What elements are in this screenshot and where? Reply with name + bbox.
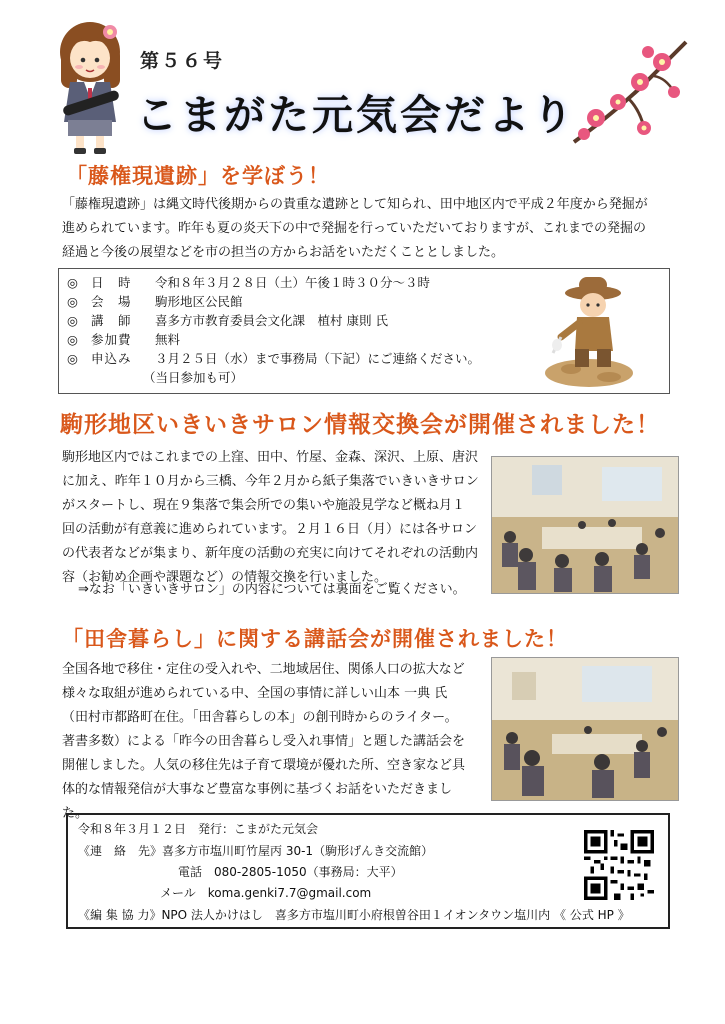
paragraph-line: 駒形地区内ではこれまでの上窪、田中、竹屋、金森、深沢、上原、唐沢 xyxy=(62,450,479,465)
event-value: ３月２５日（水）まで事務局（下記）にご連絡ください。 xyxy=(155,351,481,366)
paragraph-line: 様々な取組が進められている中、全国の事情に詳しい山本 一典 氏 xyxy=(62,686,448,701)
event-value: 駒形地区公民館 xyxy=(155,294,243,309)
fujigongen-intro xyxy=(62,193,672,265)
event-label: 会 場 xyxy=(91,294,132,309)
publication-info: 令和８年３月１２日 発行：こまがた元気会 xyxy=(78,822,319,836)
plum-blossom-branch-icon xyxy=(570,36,690,148)
event-row-lecturer: ◎ 講 師 喜多方市教育委員会文化課 植村 康則 氏 xyxy=(67,313,388,328)
paragraph-line: 開催しました。人気の移住先は子育て環境が優れた所、空き家など具 xyxy=(62,758,466,773)
contact-label: 《連 絡 先》 xyxy=(78,844,163,858)
phone-number: 電話 080-2805-1050（事務局：大平） xyxy=(178,865,403,879)
event-row-venue: ◎ 会 場 駒形地区公民館 xyxy=(67,294,243,309)
email-address: メール koma.genki7.7@gmail.com xyxy=(160,886,372,900)
paragraph-line: 「藤権現遺跡」は縄文時代後期からの貴重な遺跡として知られ、田中地区内で平成２年度から発掘が xyxy=(62,197,648,212)
publication-footer xyxy=(66,813,670,929)
section-heading-salon-meeting: 駒形地区いきいきサロン情報交換会が開催されました！ xyxy=(60,412,660,438)
official-hp-link[interactable]: 《 公式 HP 》 xyxy=(554,908,630,922)
cooperation-row xyxy=(78,907,550,923)
event-label: 講 師 xyxy=(91,313,132,328)
salon-meeting-text xyxy=(62,446,490,590)
event-label: 参加費 xyxy=(91,332,132,347)
event-value: 喜多方市教育委員会文化課 植村 康則 氏 xyxy=(155,313,388,328)
paragraph-line: 著書多数）による「昨今の田舎暮らし受入れ事情」と題した講話会を xyxy=(62,734,466,749)
cooperation-label: 《編 集 協 力》 xyxy=(78,908,162,922)
event-details-box xyxy=(58,268,670,394)
rural-life-lecture-text xyxy=(62,658,488,826)
issue-number: 第５６号 xyxy=(140,50,225,72)
paragraph-line: た。 xyxy=(62,806,89,821)
section-heading-fujigongen: 「藤権現遺跡」を学ぼう！ xyxy=(66,164,330,188)
archaeologist-digging-illustration xyxy=(541,273,637,389)
paragraph-line: に加え、昨年１０月から三橋、今年２月から紙子集落でいきいきサロン xyxy=(62,474,479,489)
salon-back-page-note: ⇒なお「いきいきサロン」の内容については裏面をご覧ください。 xyxy=(78,582,466,597)
event-row-application: ◎ 申込み ３月２５日（水）まで事務局（下記）にご連絡ください。 xyxy=(67,351,481,366)
contact-row xyxy=(78,843,433,859)
event-label: 日 時 xyxy=(91,275,132,290)
student-girl-illustration xyxy=(54,18,132,158)
paragraph-line: 進められています。昨年も夏の炎天下の中で発掘を行っていただいておりますが、これまでの発掘の xyxy=(62,221,646,236)
paragraph-line: 容（お勧め企画や課題など）の情報交換を行いました。 xyxy=(62,570,388,585)
section-heading-rural-life-lecture: 「田舎暮らし」に関する講話会が開催されました！ xyxy=(62,627,568,651)
paragraph-line: （田村市都路町在住。「田舎暮らしの本」の創刊時からのライター。 xyxy=(62,710,458,725)
event-value: 無料 xyxy=(155,332,181,347)
paragraph-line: の代表者などが集まり、新年度の活動の充実に向けてそれぞれの活動内 xyxy=(62,546,479,561)
paragraph-line: がスタートし、現在９集落で集会所での集いや施設見学など概ね月１ xyxy=(62,498,466,513)
paragraph-line: 回の活動が有意義に進められています。２月１６日（月）には各サロン xyxy=(62,522,477,537)
event-value: 令和８年３月２８日（土）午後１時３０分～３時 xyxy=(155,275,431,290)
newsletter-title: こまがた元気会だより xyxy=(136,91,576,139)
contact-address: 喜多方市塩川町竹屋丙 30-1（駒形げんき交流館） xyxy=(162,844,434,858)
paragraph-line: 体的な情報発信が大事など豊富な事例に基づくお話をいただきまし xyxy=(62,782,453,797)
qr-code-icon[interactable] xyxy=(584,830,654,900)
event-row-datetime: ◎ 日 時 令和８年３月２８日（土）午後１時３０分～３時 xyxy=(67,275,431,290)
cooperation-text: NPO 法人かけはし 喜多方市塩川町小府根曽谷田１イオンタウン塩川内 xyxy=(161,908,551,922)
rural-life-lecture-photo xyxy=(491,657,679,801)
event-row-fee: ◎ 参加費 無料 xyxy=(67,332,181,347)
paragraph-line: 経過と今後の展望などを市の担当の方からお話をいただくこととしました。 xyxy=(62,245,505,260)
event-note: （当日参加も可） xyxy=(143,370,244,385)
paragraph-line: 全国各地で移住・定住の受入れや、二地域居住、関係人口の拡大など xyxy=(62,662,465,677)
salon-meeting-photo xyxy=(491,456,679,594)
event-label: 申込み xyxy=(91,351,132,366)
